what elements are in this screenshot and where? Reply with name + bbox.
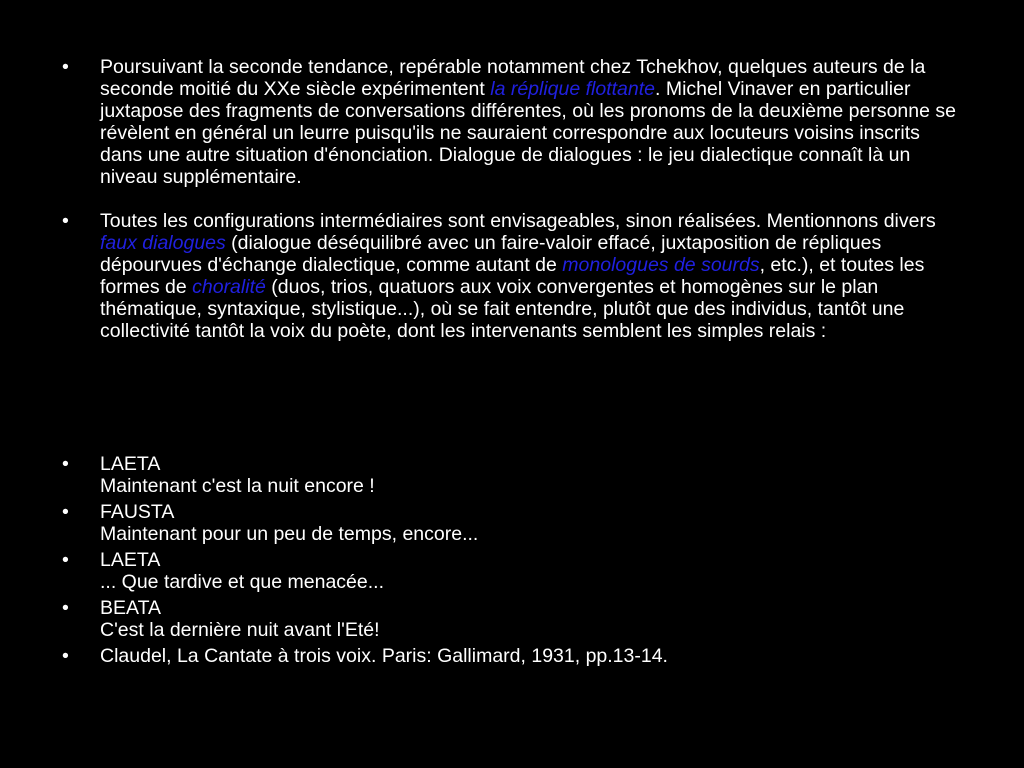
bullet: • bbox=[62, 210, 69, 232]
upper-bullet-list bbox=[62, 56, 962, 342]
speaker-line: C'est la dernière nuit avant l'Eté! bbox=[100, 618, 380, 641]
paragraph-1-text-before: Poursuivant la seconde tendance, repérable notamment chez Tchekhov, quelques auteurs de la seconde moitié du XXe siècle expérimentent bbox=[100, 56, 926, 100]
bullet: • bbox=[62, 453, 69, 475]
bullet: • bbox=[62, 501, 69, 523]
quote-item bbox=[62, 550, 962, 593]
citation: Claudel, La Cantate à trois voix. Paris: Gallimard, 1931, pp.13-14. bbox=[100, 645, 668, 667]
quote-bullet-list bbox=[62, 454, 962, 673]
quote-item bbox=[62, 454, 962, 497]
link-faux-dialogues[interactable]: faux dialogues bbox=[100, 232, 226, 254]
paragraph-2-text-2: (dialogue déséquilibré avec un faire-valoir effacé, juxtaposition de répliques dépourvues d'échange dialectique, comme autant de bbox=[100, 232, 882, 276]
paragraph-2-text-3: , etc.), et toutes les formes de bbox=[100, 254, 925, 298]
bullet: • bbox=[62, 597, 69, 619]
link-replique-flottante[interactable]: la réplique flottante bbox=[490, 78, 656, 100]
quote-item bbox=[62, 598, 962, 641]
paragraph-2 bbox=[62, 210, 962, 342]
speaker-name: FAUSTA bbox=[100, 501, 175, 523]
paragraph-2-text-4: (duos, trios, quatuors aux voix convergentes et homogènes sur le plan thématique, syntaxique, stylistique...), où se fait entendre, plutôt que des individus, tantôt une collectivité tantôt la voix du poète, dont les intervenants semblent les simples relais : bbox=[100, 276, 905, 342]
speaker-name: BEATA bbox=[100, 597, 162, 619]
speaker-line: ... Que tardive et que menacée... bbox=[100, 570, 384, 593]
quote-item bbox=[62, 502, 962, 545]
speaker-line: Maintenant pour un peu de temps, encore... bbox=[100, 522, 479, 545]
link-monologues-de-sourds[interactable]: monologues de sourds bbox=[562, 254, 760, 276]
bullet: • bbox=[62, 549, 69, 571]
speaker-name: LAETA bbox=[100, 453, 161, 475]
paragraph-1 bbox=[62, 56, 962, 188]
bullet: • bbox=[62, 645, 69, 667]
paragraph-1-text-after: . Michel Vinaver en particulier juxtapose des fragments de conversations différentes, où les pronoms de la deuxième personne se révèlent en général un leurre puisqu'ils ne sauraient correspondre aux locuteurs voisins inscrits dans une autre situation d'énonciation. Dialogue de dialogues : le jeu dialectique connaît là un niveau supplémentaire. bbox=[100, 78, 956, 188]
bullet: • bbox=[62, 56, 69, 78]
paragraph-2-text-1: Toutes les configurations intermédiaires sont envisageables, sinon réalisées. Mentionnons divers bbox=[100, 210, 936, 232]
speaker-name: LAETA bbox=[100, 549, 161, 571]
citation-item bbox=[62, 646, 962, 668]
speaker-line: Maintenant c'est la nuit encore ! bbox=[100, 474, 375, 497]
link-choralite[interactable]: choralité bbox=[192, 276, 266, 298]
